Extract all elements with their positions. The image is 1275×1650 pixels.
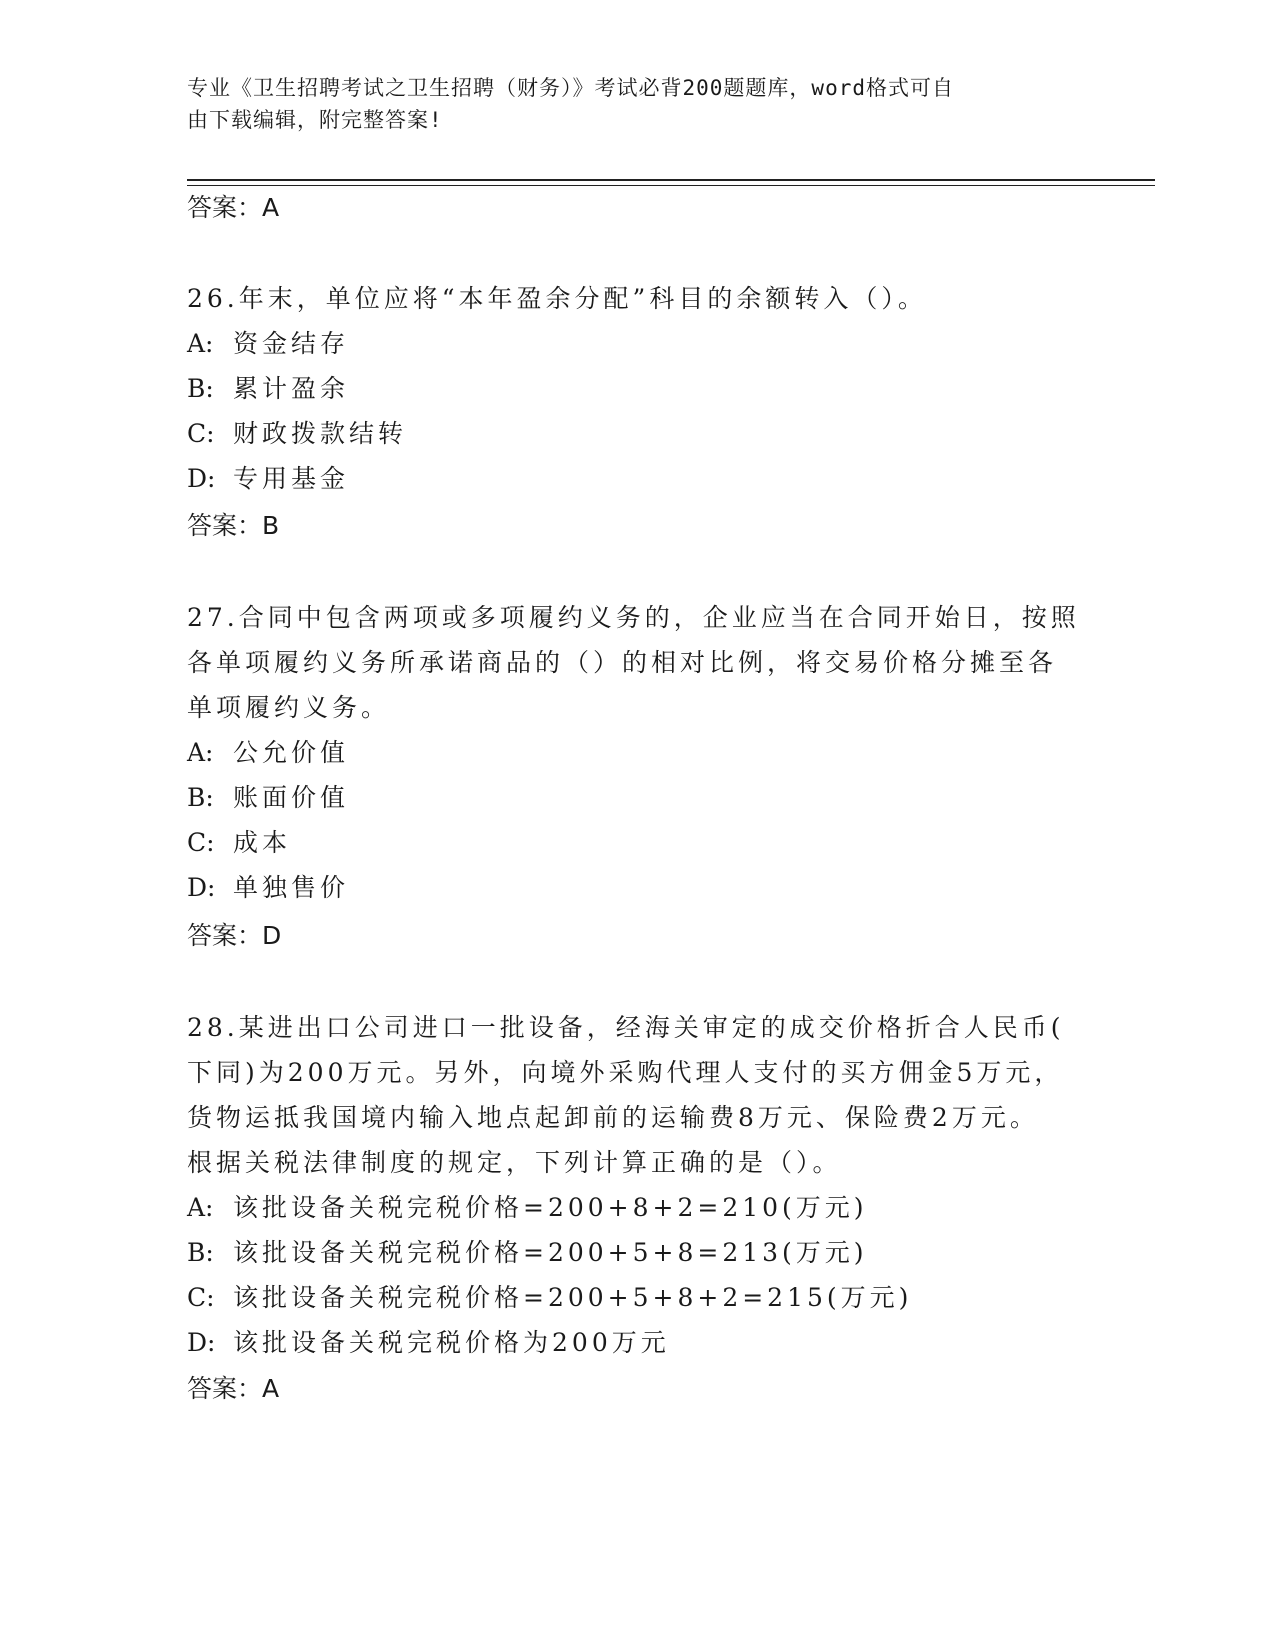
option-label: C: xyxy=(187,828,215,857)
question-27-answer: 答案：D xyxy=(187,921,282,950)
option-label: C: xyxy=(187,1283,215,1312)
option-text: 专用基金 xyxy=(233,464,350,493)
option-text: 财政拨款结转 xyxy=(233,419,408,448)
question-stem-line: 27.合同中包含两项或多项履约义务的，企业应当在合同开始日，按照 xyxy=(187,603,1080,632)
question-stem-line: 货物运抵我国境内输入地点起卸前的运输费8万元、保险费2万元。 xyxy=(187,1103,1039,1132)
question-stem-line: 26.年末，单位应将“本年盈余分配”科目的余额转入（）。 xyxy=(187,284,927,313)
option-text: 账面价值 xyxy=(233,783,350,812)
option-label: A: xyxy=(187,329,214,358)
question-27-option-b xyxy=(187,775,1087,820)
question-28-stem xyxy=(187,1005,1087,1185)
question-26-option-c xyxy=(187,411,1087,456)
question-27-stem xyxy=(187,595,1087,730)
question-26-answer: 答案：B xyxy=(187,511,280,540)
question-stem-line: 下同)为200万元。另外，向境外采购代理人支付的买方佣金5万元， xyxy=(187,1058,1064,1087)
option-text: 该批设备关税完税价格=200+5+8=213(万元) xyxy=(233,1238,868,1267)
question-28-answer: 答案：A xyxy=(187,1374,280,1403)
option-label: D: xyxy=(187,464,216,493)
option-text: 该批设备关税完税价格=200+5+8+2=215(万元) xyxy=(233,1283,913,1312)
question-26-option-a xyxy=(187,321,1087,366)
previous-answer: 答案：A xyxy=(187,193,280,222)
option-text: 该批设备关税完税价格为200万元 xyxy=(233,1328,670,1357)
option-label: C: xyxy=(187,419,215,448)
question-26-stem xyxy=(187,276,1087,321)
question-stem-line: 单项履约义务。 xyxy=(187,693,391,722)
option-text: 该批设备关税完税价格=200+8+2=210(万元) xyxy=(233,1193,868,1222)
option-label: D: xyxy=(187,873,216,902)
option-label: A: xyxy=(187,1193,214,1222)
option-text: 累计盈余 xyxy=(233,374,350,403)
question-28-option-c xyxy=(187,1275,1087,1320)
option-label: B: xyxy=(187,1238,214,1267)
option-text: 公允价值 xyxy=(233,738,350,767)
option-text: 资金结存 xyxy=(233,329,350,358)
question-26-option-d xyxy=(187,456,1087,501)
option-text: 成本 xyxy=(233,828,292,857)
question-27-option-d xyxy=(187,865,1087,910)
header-line-2: 由下载编辑，附完整答案! xyxy=(187,108,443,132)
header-rule-thick xyxy=(187,179,1155,181)
question-26-option-b xyxy=(187,366,1087,411)
question-28-option-d xyxy=(187,1320,1087,1365)
option-label: B: xyxy=(187,783,214,812)
question-28-option-a xyxy=(187,1185,1087,1230)
header-rule-thin xyxy=(187,185,1155,186)
question-stem-line: 根据关税法律制度的规定，下列计算正确的是（）。 xyxy=(187,1148,842,1177)
option-text: 单独售价 xyxy=(233,873,350,902)
option-label: A: xyxy=(187,738,214,767)
option-label: B: xyxy=(187,374,214,403)
question-27-option-c xyxy=(187,820,1087,865)
header-line-1: 专业《卫生招聘考试之卫生招聘（财务）》考试必背200题题库，word格式可自 xyxy=(187,76,954,100)
question-28-option-b xyxy=(187,1230,1087,1275)
question-stem-line: 各单项履约义务所承诺商品的（）的相对比例，将交易价格分摊至各 xyxy=(187,648,1058,677)
question-27-option-a xyxy=(187,730,1087,775)
question-stem-line: 28.某进出口公司进口一批设备，经海关审定的成交价格折合人民币( xyxy=(187,1013,1065,1042)
document-header xyxy=(187,72,1067,136)
option-label: D: xyxy=(187,1328,216,1357)
